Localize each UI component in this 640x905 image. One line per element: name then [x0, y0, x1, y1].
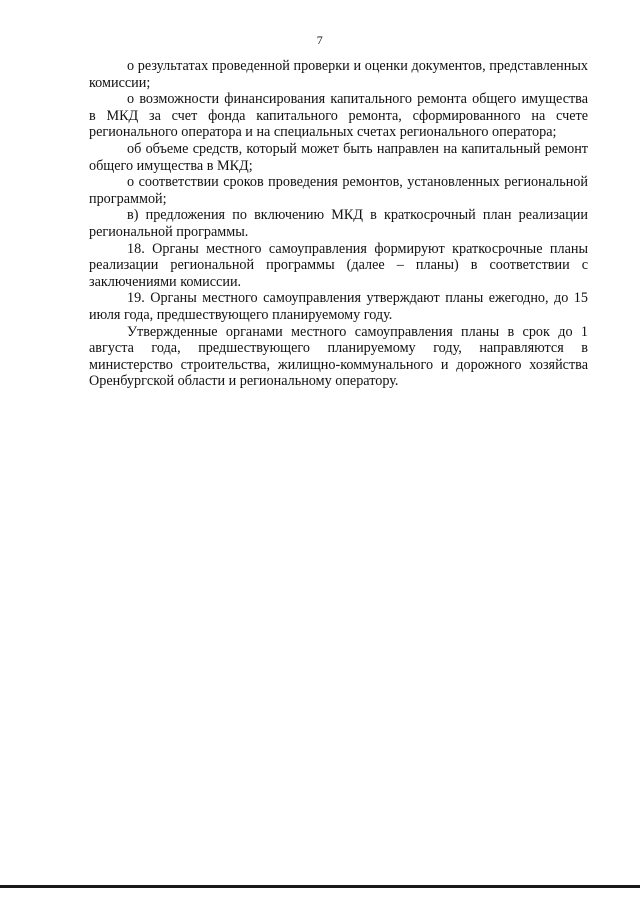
paragraph-item-18: 18. Органы местного самоуправления формируют краткосрочные планы реализации региональной программы (далее – планы) в соответствии с заключениями комиссии.: [89, 240, 588, 290]
page-number: 7: [316, 33, 324, 47]
paragraph-approved-plans: Утвержденные органами местного самоуправления планы в срок до 1 августа года, предшествующего планируемому году, направляются в министерство строительства, жилищно-коммунального и дорожного хозяйства Оренбургской области и региональному оператору.: [89, 323, 588, 390]
paragraph-financing-possibility: о возможности финансирования капитального ремонта общего имущества в МКД за счет фонда капитального ремонта, сформированного на счете регионального оператора и на специальных счетах регионального оператора;: [89, 91, 588, 141]
document-body: [89, 58, 588, 390]
paragraph-repair-timing: о соответствии сроков проведения ремонтов, установленных региональной программой;: [89, 174, 588, 207]
paragraph-inspection-results: о результатах проведенной проверки и оценки документов, представленных комиссии;: [89, 58, 588, 91]
bottom-border-line: [0, 885, 640, 888]
paragraph-plan-proposals: в) предложения по включению МКД в краткосрочный план реализации региональной программы.: [89, 207, 588, 240]
paragraph-item-19: 19. Органы местного самоуправления утверждают планы ежегодно, до 15 июля года, предшествующего планируемому году.: [89, 290, 588, 323]
paragraph-funds-volume: об объеме средств, который может быть направлен на капитальный ремонт общего имущества в МКД;: [89, 140, 588, 174]
